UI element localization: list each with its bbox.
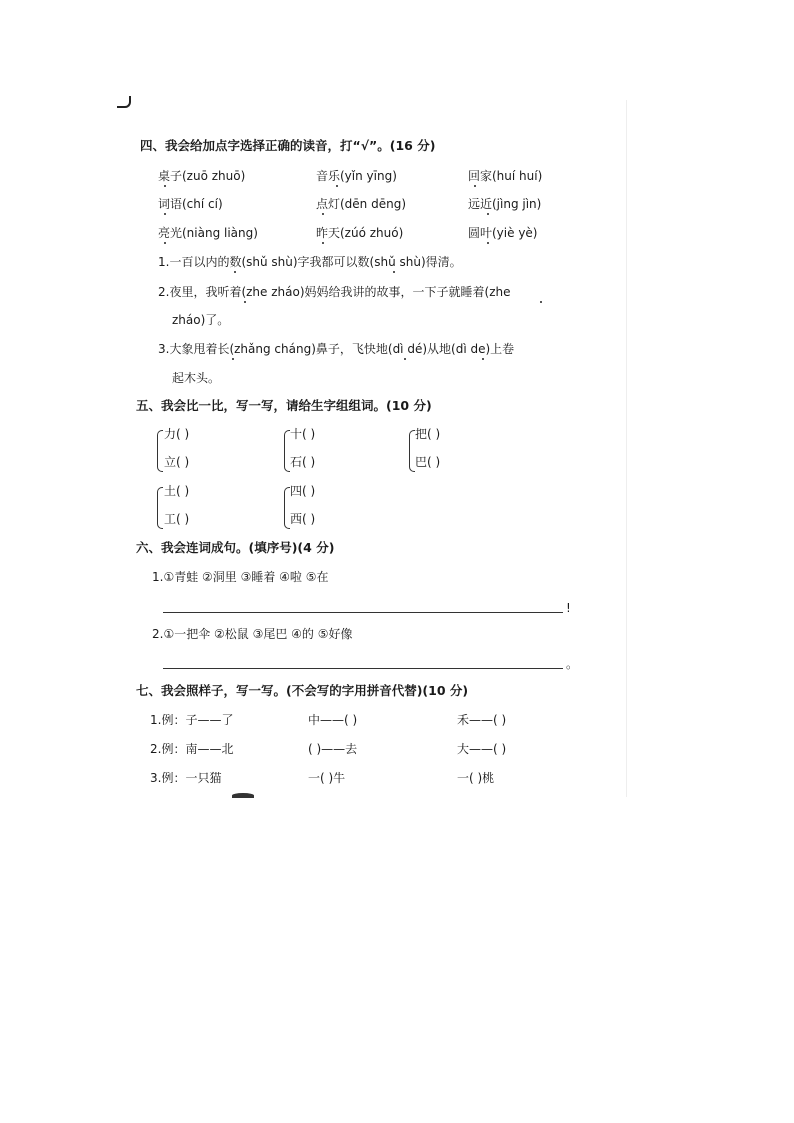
section5-title: 五、我会比一比，写一写，请给生字组组词。(10 分) <box>136 398 432 413</box>
char-pair-top: 把( ) <box>415 427 441 441</box>
char-pair-top: 十( ) <box>290 427 316 441</box>
emphasis-dot <box>487 242 489 244</box>
emphasis-dot <box>322 242 324 244</box>
word-item: 昨天(zúó zhuó) <box>316 226 404 240</box>
q2-end-mark: 。 <box>566 657 579 671</box>
word-item: 词语(chí cí) <box>158 197 223 211</box>
emphasis-dot <box>474 185 476 187</box>
section6-title: 六、我会连词成句。(填序号)(4 分) <box>136 540 335 555</box>
sentence-3-cont: 起木头。 <box>172 371 221 385</box>
emphasis-dot <box>234 271 236 273</box>
word-item: 圆叶(yiè yè) <box>468 226 538 240</box>
char-pair-bottom: 立( ) <box>164 455 190 469</box>
char-pair-top: 土( ) <box>164 484 190 498</box>
answer-line[interactable] <box>163 612 563 613</box>
emphasis-dot <box>232 358 234 360</box>
char-pair-bottom: 西( ) <box>290 512 316 526</box>
exercise: ( )——去 <box>308 742 358 756</box>
example: 2.例：南——北 <box>150 742 234 756</box>
bottom-mark <box>232 793 254 798</box>
emphasis-dot <box>164 213 166 215</box>
sentence-order-q1: 1.①青蛙 ②洞里 ③睡着 ④啦 ⑤在 <box>152 570 329 584</box>
corner-mark <box>117 96 131 108</box>
emphasis-dot <box>336 185 338 187</box>
char-pair-top: 力( ) <box>164 427 190 441</box>
char-pair-top: 四( ) <box>290 484 316 498</box>
exercise: 大——( ) <box>457 742 507 756</box>
section4-title: 四、我会给加点字选择正确的读音，打“√”。(16 分) <box>140 138 436 153</box>
example: 3.例：一只猫 <box>150 771 222 785</box>
exercise: 中——( ) <box>308 713 358 727</box>
sentence-2-cont: zháo)了。 <box>172 313 230 327</box>
emphasis-dot <box>404 358 406 360</box>
q1-end-mark: ! <box>566 601 571 615</box>
section7-title: 七、我会照样子，写一写。(不会写的字用拼音代替)(10 分) <box>136 683 469 698</box>
char-pair-bottom: 工( ) <box>164 512 190 526</box>
exercise: 禾——( ) <box>457 713 507 727</box>
answer-line[interactable] <box>163 668 563 669</box>
char-pair-bottom: 石( ) <box>290 455 316 469</box>
word-item: 亮光(niàng liàng) <box>158 226 258 240</box>
char-pair-bottom: 巴( ) <box>415 455 441 469</box>
word-item: 回家(huí huí) <box>468 169 543 183</box>
sentence-order-q2: 2.①一把伞 ②松鼠 ③尾巴 ④的 ⑤好像 <box>152 627 353 641</box>
emphasis-dot <box>393 271 395 273</box>
exercise: 一( )桃 <box>457 771 495 785</box>
emphasis-dot <box>164 242 166 244</box>
brace <box>157 487 163 529</box>
emphasis-dot <box>482 358 484 360</box>
word-item: 远近(jìng jìn) <box>468 197 542 211</box>
word-item: 点灯(dēn dēng) <box>316 197 407 211</box>
word-item: 桌子(zuō zhuō) <box>158 169 246 183</box>
exercise: 一( )牛 <box>308 771 346 785</box>
emphasis-dot <box>487 213 489 215</box>
sentence-3: 3.大象甩着长(zhǎng cháng)鼻子，飞快地(dì dé)从地(dì de)上卷 <box>158 342 515 356</box>
emphasis-dot <box>540 301 542 303</box>
emphasis-dot <box>322 213 324 215</box>
brace <box>157 430 163 472</box>
sentence-2: 2.夜里，我听着(zhe zháo)妈妈给我讲的故事，一下子就睡着(zhe <box>158 285 511 299</box>
word-item: 音乐(yǐn yīng) <box>316 169 397 183</box>
emphasis-dot <box>164 185 166 187</box>
sentence-1: 1.一百以内的数(shǔ shù)字我都可以数(shǔ shù)得清。 <box>158 255 462 269</box>
emphasis-dot <box>244 301 246 303</box>
example: 1.例：子——了 <box>150 713 234 727</box>
